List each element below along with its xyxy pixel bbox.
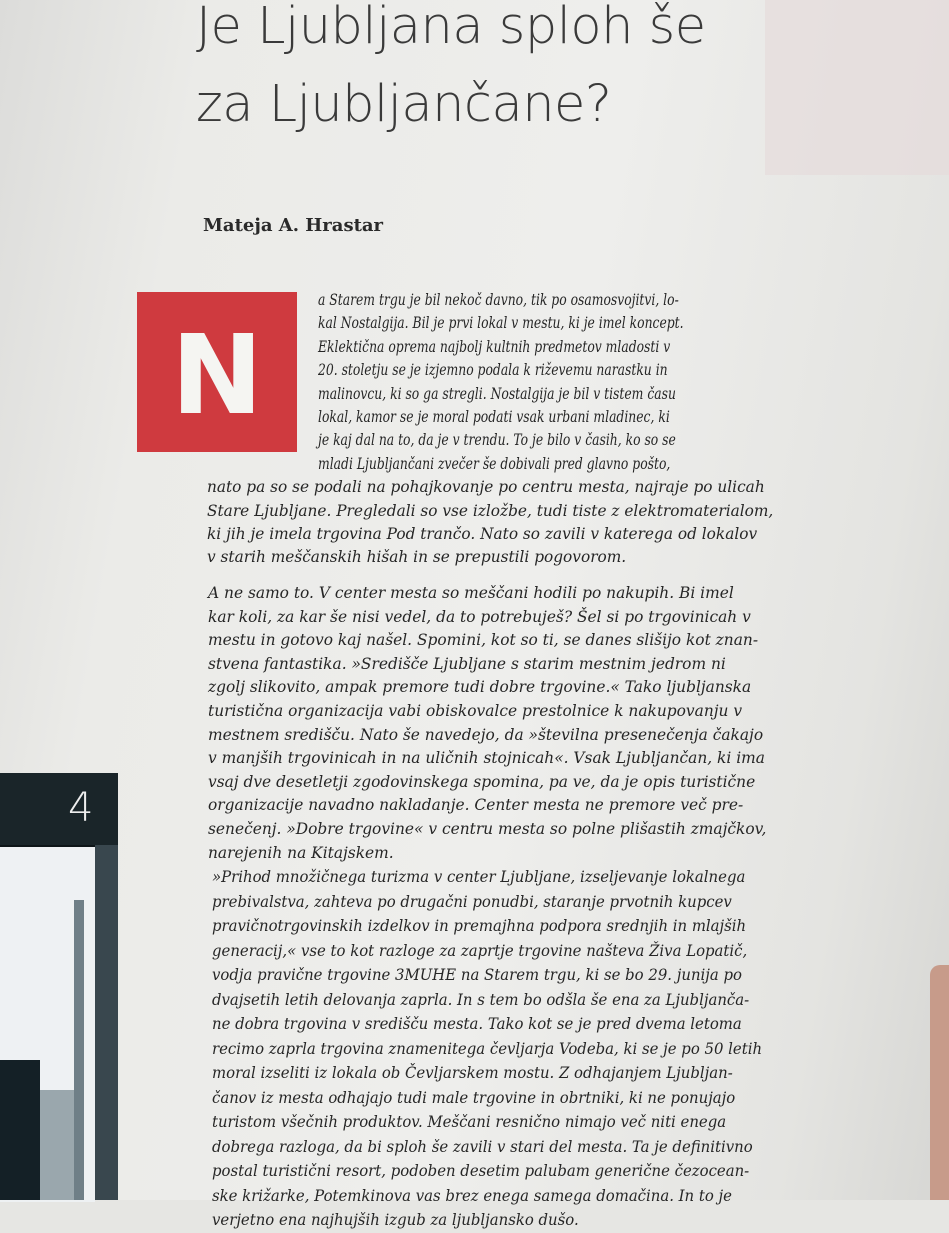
text-line: generacij,« vse to kot razloge za zaprtje trgovine našteva Živa Lopatič, <box>212 940 748 960</box>
text-line: ne dobra trgovina v središču mesta. Tako kot se je pred dvema letoma <box>212 1014 742 1033</box>
paragraph-2 <box>208 581 780 864</box>
text-line: mladi Ljubljančani zvečer še dobivali pred glavno pošto, <box>318 453 671 473</box>
text-line: recimo zaprla trgovina znamenitega čevljarja Vodeba, ki se je po 50 letih <box>212 1038 763 1058</box>
text-line: ske križarke, Potemkinova vas brez enega samega domačina. In to je <box>212 1185 732 1205</box>
text-line: turistom všečnih produktov. Meščani resnično nimajo več niti enega <box>212 1112 727 1131</box>
title-line-2: za Ljubljančane? <box>196 75 612 134</box>
text-line: moral izseliti iz lokala ob Čevljarskem mostu. Z odhajanjem Ljubljan- <box>212 1063 733 1082</box>
text-line: turistična organizacija vabi obiskovalce prestolnice k nakupovanju v <box>208 700 743 720</box>
text-line: Eklektična oprema najbolj kultnih predmetov mladosti v <box>318 336 671 356</box>
text-line: kal Nostalgija. Bil je prvi lokal v mestu, ki je imel koncept. <box>318 313 684 333</box>
text-line: stvena fantastika. »Središče Ljubljane s starim mestnim jedrom ni <box>208 653 726 673</box>
text-line: A ne samo to. V center mesta so meščani hodili po nakupih. Bi imel <box>208 583 734 602</box>
text-line: »Prihod množičnega turizma v center Ljubljane, izseljevanje lokalnega <box>212 867 746 886</box>
text-line: prebivalstva, zahteva po drugačni ponudbi, staranje prvotnih kupcev <box>212 891 732 911</box>
text-line: ki jih je imela trgovina Pod trančo. Nato so zavili v katerega od lokalov <box>207 523 758 543</box>
tab-photo-shape <box>74 900 84 1200</box>
text-line: 20. stoletju se je izjemno podala k riževemu narastku in <box>318 360 668 380</box>
tab-photo-shape <box>40 1090 74 1200</box>
text-line: dobrega razloga, da bi sploh še zavili v stari del mesta. Ta je definitivno <box>212 1136 753 1156</box>
text-line: a Starem trgu je bil nekoč davno, tik po osamosvojitvi, lo- <box>318 290 679 309</box>
paragraph-1 <box>0 288 774 569</box>
text-line: organizacije navadno nakladanje. Center mesta ne premore več pre- <box>208 795 744 815</box>
text-line: senečenj. »Dobre trgovine« v centru mesta so polne plišastih zmajčkov, <box>208 818 767 838</box>
text-line: mestu in gotovo kaj našel. Spomini, kot so ti, se danes slišijo kot znan- <box>208 630 759 650</box>
text-line: zgolj slikovito, ampak premore tudi dobre trgovine.« Tako ljubljanska <box>208 677 752 697</box>
holding-thumb <box>930 965 949 1200</box>
text-line: malinovcu, ki so ga stregli. Nostalgija je bil v tistem času <box>318 383 676 403</box>
text-line: vsaj dve desetletji zgodovinskega spomina, pa ve, da je opis turistične <box>208 771 756 791</box>
text-line: nato pa so se podali na pohajkovanje po centru mesta, najraje po ulicah <box>207 477 765 497</box>
text-line: pravičnotrgovinskih izdelkov in premajhna podpora srednjih in mlajših <box>212 916 747 935</box>
text-line: je kaj dal na to, da je v trendu. To je bilo v časih, ko so se <box>318 430 676 450</box>
drop-cap-letter: N <box>170 311 264 439</box>
text-line: vodja pravične trgovine 3MUHE na Starem trgu, ki se bo 29. junija po <box>212 965 742 984</box>
text-line: kar koli, za kar še nisi vedel, da to potrebuješ? Šel si po trgovinicah v <box>208 606 751 626</box>
title-line-1: Je Ljubljana sploh še <box>196 0 706 56</box>
show-through-graphic <box>765 0 949 175</box>
text-line: verjetno ena najhujših izgub za ljubljansko dušo. <box>212 1210 579 1229</box>
text-line: postal turistični resort, podoben desetim palubam generične čezocean- <box>212 1161 750 1180</box>
text-line: dvajsetih letih delovanja zaprla. In s tem bo odšla še ena za Ljubljanča- <box>212 989 750 1009</box>
tab-photo-shape <box>0 1060 40 1200</box>
text-line: čanov iz mesta odhajajo tudi male trgovine in obrtniki, ki ne ponujajo <box>212 1087 736 1107</box>
page-number: 4 <box>68 785 94 831</box>
text-line: narejenih na Kitajskem. <box>208 842 394 862</box>
article-title <box>196 0 706 144</box>
text-line: Stare Ljubljane. Pregledali so vse izložbe, tudi tiste z elektromaterialom, <box>207 500 774 520</box>
text-line: v starih meščanskih hišah in se prepustili pogovorom. <box>207 547 627 567</box>
text-line: lokal, kamor se je moral podati vsak urbani mladinec, ki <box>318 406 670 426</box>
text-line: v manjših trgovinicah in na uličnih stojnicah«. Vsak Ljubljančan, ki ima <box>208 748 765 768</box>
paragraph-3 <box>212 865 796 1233</box>
text-line: mestnem središču. Nato še navedejo, da »številna presenečenja čakajo <box>208 724 764 744</box>
tab-photo-shape <box>95 845 118 1200</box>
author-byline: Mateja A. Hrastar <box>203 215 384 236</box>
